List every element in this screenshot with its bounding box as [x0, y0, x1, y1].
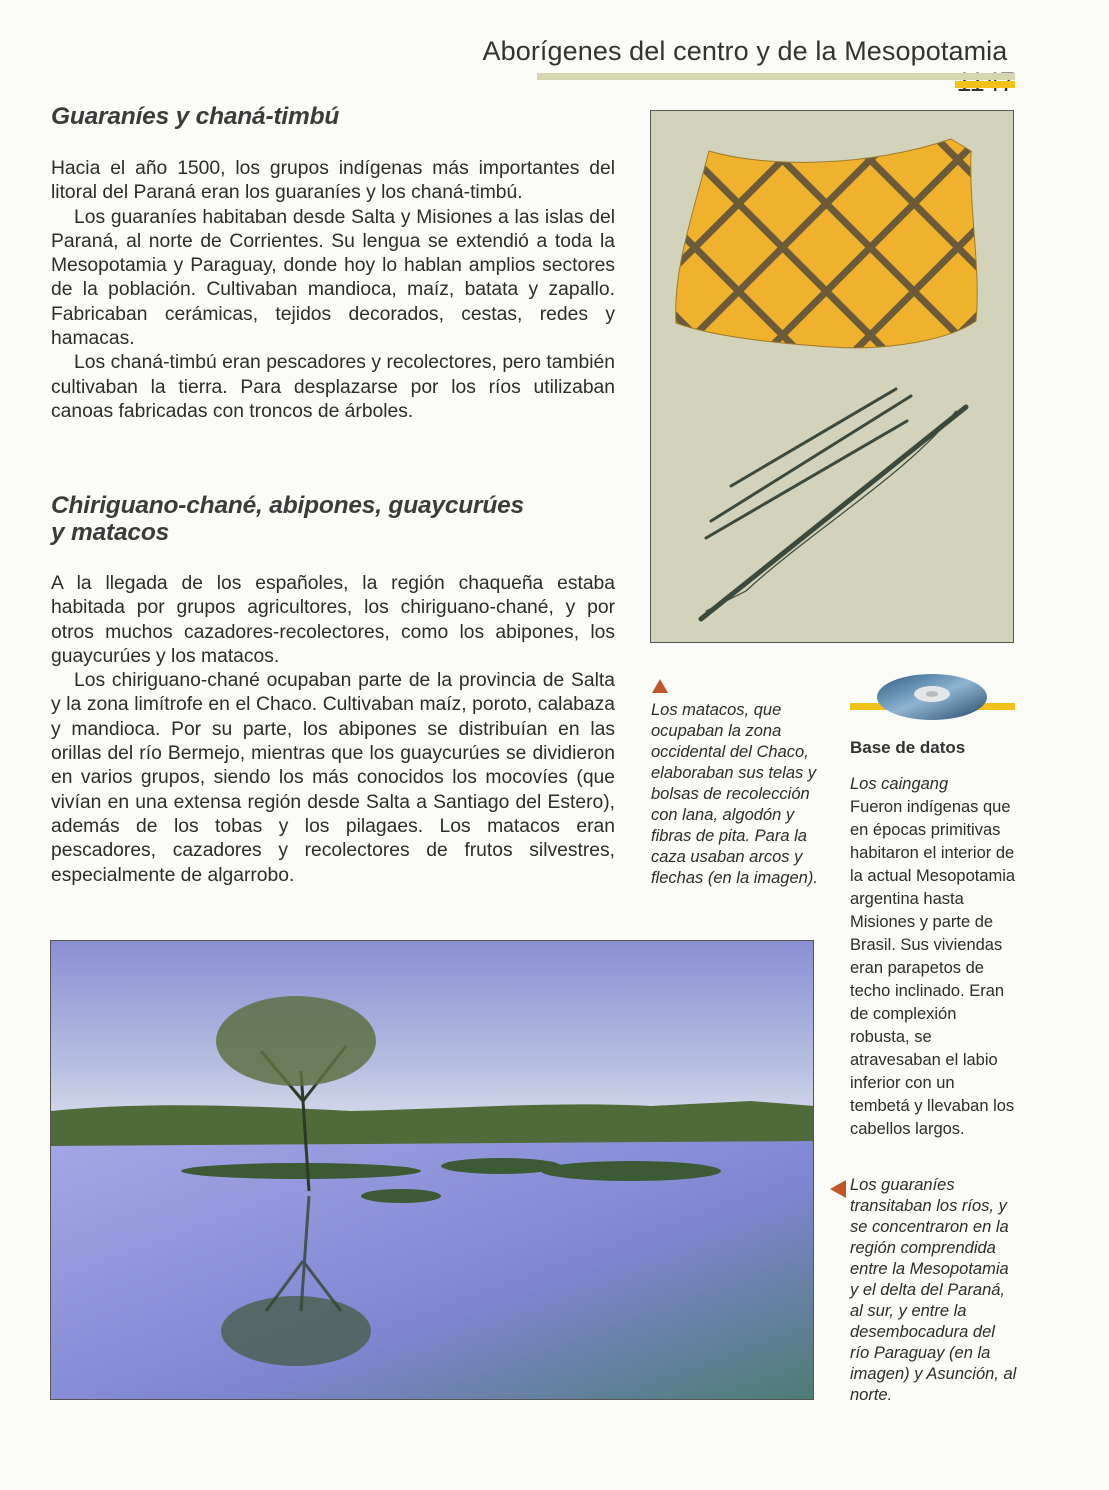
paragraph: A la llegada de los españoles, la región chaqueña estaba habitada por grupos agricultores, los chiriguano-chané, y por otros muchos cazadores-recolectores, como los abipones, los guaycurúes y los matacos. — [51, 573, 615, 667]
section-body-guaranies — [51, 157, 615, 424]
section-title-line: y matacos — [51, 519, 170, 546]
section-body-chiriguano — [51, 572, 615, 888]
paragraph: Los guaraníes habitaban desde Salta y Misiones a las islas del Paraná, al norte de Corrientes. Su lengua se extendió a toda la Mesopotamia y Paraguay, donde hoy lo hablan amplios sectores de la población. Cultivaban mandioca, maíz, batata y zapallo. Fabricaban cerámicas, tejidos decorados, cestas, redes y hamacas. — [51, 206, 615, 350]
woven-bag-illustration — [651, 111, 1014, 643]
caption-marker-up-icon — [652, 679, 668, 693]
section-title-chiriguano — [51, 492, 524, 546]
cd-disc-icon — [876, 672, 988, 727]
paragraph: Los chiriguano-chané ocupaban parte de la provincia de Salta y la zona limítrofe en el Chaco. Cultivaban maíz, poroto, calabaza y mandioca. Por su parte, los abipones se distribuían en las orillas del río Bermejo, mientras que los guaycurúes se dividieron en varios grupos, siendo los más conocidos los mocovíes (que vivían en una extensa región desde Salta a Santiago del Estero), además de los tobas y los pilagaes. Los matacos eran pescadores, cazadores y recolectores de frutos silvestres, especialmente de algarrobo. — [51, 670, 615, 886]
sidebar-subheading: Los caingang — [850, 775, 949, 793]
paragraph: Hacia el año 1500, los grupos indígenas más importantes del litoral del Paraná eran los guaraníes y los chaná-timbú. — [51, 158, 615, 204]
caption-marker-left-icon — [830, 1180, 846, 1198]
river-landscape-illustration — [51, 941, 814, 1400]
header-rule — [537, 73, 1015, 80]
bag-and-arrows-photo — [650, 110, 1014, 643]
header-accent-bar — [955, 81, 1015, 88]
sidebar-body — [850, 773, 1018, 1141]
running-header — [440, 36, 1015, 98]
bag-figure-caption: Los matacos, que ocupaban la zona occidental del Chaco, elaboraban sus telas y bolsas de recolección con lana, algodón y fibras de pita. Para la caza usaban arcos y flechas (en la imagen). — [651, 701, 818, 887]
running-title: Aborígenes del centro y de la Mesopotamia — [482, 36, 1008, 66]
paragraph: Los chaná-timbú eran pescadores y recolectores, pero también cultivaban la tierra. Para desplazarse por los ríos utilizaban canoas fabricadas con troncos de árboles. — [51, 352, 615, 422]
flooded-river-photo — [50, 940, 814, 1400]
sidebar-text: Fueron indígenas que en épocas primitivas habitaron el interior de la actual Mesopotamia argentina hasta Misiones y parte de Brasil. Sus viviendas eran parapetos de techo inclinado. Eran de complexión robusta, se atravesaban el labio inferior con un tembetá y llevaban los cabellos largos. — [850, 798, 1016, 1138]
section-title-line: Chiriguano-chané, abipones, guaycurúes — [51, 492, 524, 519]
sidebar-heading: Base de datos — [850, 738, 966, 757]
river-figure-caption: Los guaraníes transitaban los ríos, y se concentraron en la región comprendida entre la Mesopotamia y el delta del Paraná, al sur, y entre la desembocadura del río Paraguay (en la imagen) y Asunción, al norte. — [850, 1176, 1017, 1404]
section-title-guaranies: Guaraníes y chaná-timbú — [51, 103, 340, 130]
